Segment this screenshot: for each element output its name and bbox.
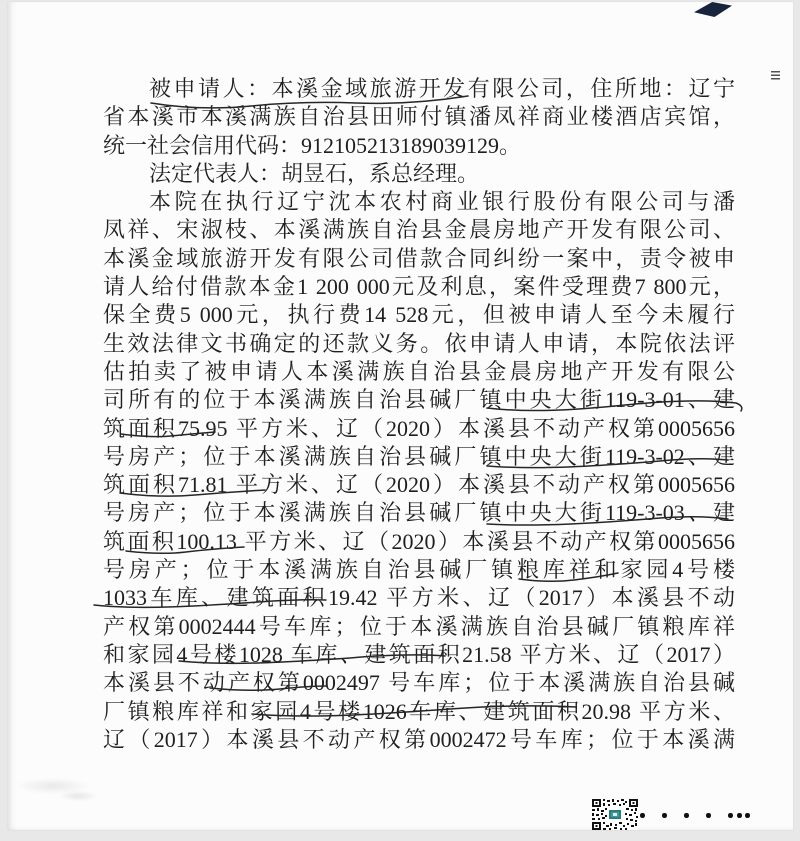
qr-code-icon (592, 799, 638, 830)
scanned-document-page (8, 2, 793, 830)
text-line: 筑面积71.81 平方米、辽（2020）本溪县不动产权第0005656 (103, 472, 735, 498)
text-line: 号房产；位于本溪满族自治县碱厂镇中央大街119-3-03、建 (103, 500, 735, 526)
text-line: 辽（2017）本溪县不动产权第0002472号车库；位于本溪满 (103, 726, 735, 752)
text-line: 估拍卖了被申请人本溪满族自治县金晨房地产开发有限公 (103, 358, 735, 384)
text-line: 筑面积100.13 平方米、辽（2020）本溪县不动产权第0005656 (103, 528, 735, 554)
text-line: 号房产；位于本溪满族自治县碱厂镇中央大街119-3-02、建 (103, 443, 735, 469)
text-line: 本溪县不动产权第0002497 号车库；位于本溪满族自治县碱 (103, 670, 735, 696)
text-line: 产权第0002444号车库；位于本溪满族自治县碱厂镇粮库祥 (103, 613, 735, 639)
text-line: 司所有的位于本溪满族自治县碱厂镇中央大街119-3-01、建 (103, 387, 735, 413)
text-line: 省本溪市本溪满族自治县田师付镇潘凤祥商业楼酒店宾馆， (103, 104, 735, 130)
text-line: 法定代表人：胡昱石，系总经理。 (149, 160, 480, 186)
scan-smudge (58, 791, 98, 801)
text-line: 本溪金域旅游开发有限公司借款合同纠纷一案中，责令被申 (103, 245, 735, 271)
text-line: 保全费5 000元，执行费14 528元，但被申请人至今未履行 (103, 302, 735, 328)
text-line: 统一社会信用代码：912105213189039129。 (103, 132, 522, 158)
text-line: 凤祥、宋淑枝、本溪满族自治县金晨房地产开发有限公司、 (103, 217, 735, 243)
margin-scribble-icon (771, 71, 780, 81)
text-line: 本院在执行辽宁沈本农村商业银行股份有限公司与潘 (149, 189, 735, 215)
text-line: 请人给付借款本金1 200 000元及利息，案件受理费7 800元， (103, 274, 735, 300)
text-line: 厂镇粮库祥和家园4号楼1026车库、建筑面积20.98 平方米、 (103, 698, 735, 724)
text-line: 1033车库、建筑面积19.42 平方米、辽（2017）本溪县不动 (103, 585, 735, 611)
document-body (103, 75, 735, 754)
text-line: 筑面积75.95 平方米、辽（2020）本溪县不动产权第0005656 (103, 415, 735, 441)
text-line: 和家园4号楼1028 车库、建筑面积21.58 平方米、辽（2017） (103, 641, 735, 667)
text-line: 生效法律文书确定的还款义务。依申请人申请，本院依法评 (103, 330, 735, 356)
text-line: 号房产；位于本溪满族自治县碱厂镇粮库祥和家园4号楼 (103, 557, 735, 583)
text-line: 被申请人：本溪金域旅游开发有限公司，住所地：辽宁 (149, 76, 735, 101)
separator-dots (638, 809, 758, 821)
